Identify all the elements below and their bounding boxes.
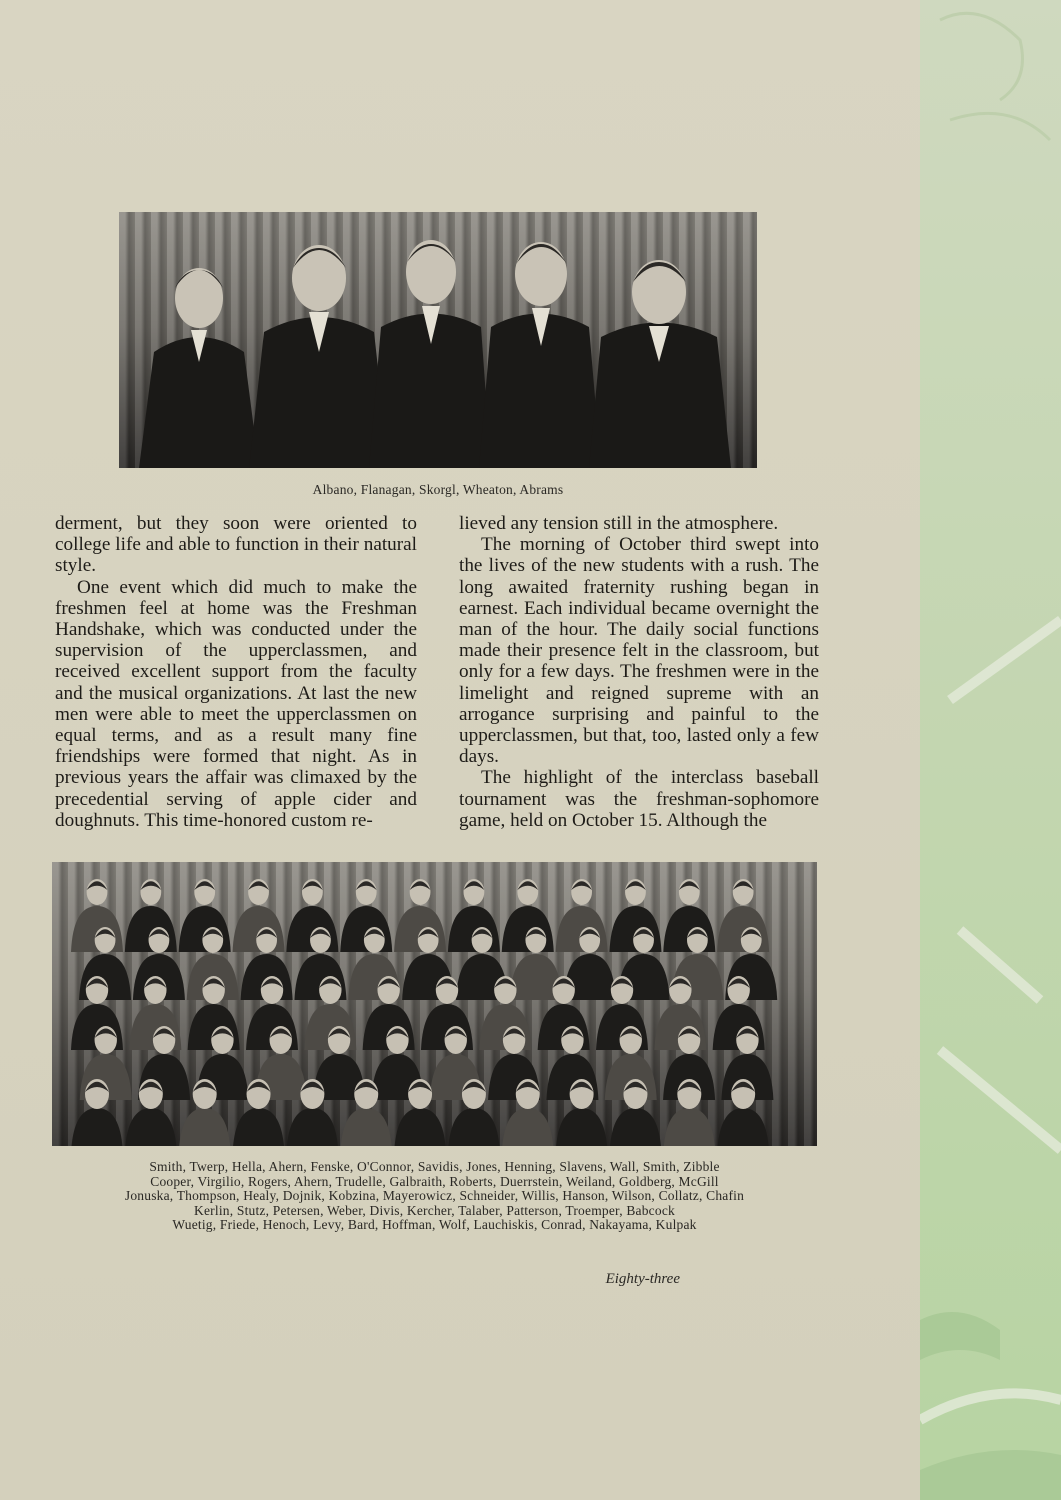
freshman-group-photo — [52, 862, 817, 1146]
caption-line: Kerlin, Stutz, Petersen, Weber, Divis, Kercher, Talaber, Patterson, Troemper, Babcock — [194, 1202, 675, 1218]
caption-line: Wuetig, Friede, Henoch, Levy, Bard, Hoffman, Wolf, Lauchiskis, Conrad, Nakayama, Kulpak — [172, 1217, 697, 1233]
paragraph: lieved any tension still in the atmosphere. — [459, 513, 779, 534]
group-figures — [52, 862, 817, 1146]
figure-body — [125, 1108, 177, 1146]
group-photo-caption — [52, 1160, 817, 1233]
margin-artwork — [920, 0, 1061, 1500]
figure-body — [609, 1108, 661, 1146]
figure-body — [394, 1108, 446, 1146]
portrait-figures — [119, 212, 757, 468]
left-text-column — [55, 513, 417, 831]
figure-body — [340, 1108, 392, 1146]
decorative-margin — [920, 0, 1061, 1500]
top-photo-caption: Albano, Flanagan, Skorgl, Wheaton, Abrams — [312, 482, 564, 497]
figure-body — [502, 1108, 554, 1146]
figure-body — [286, 1108, 338, 1146]
figure-body — [71, 1108, 123, 1146]
paragraph: derment, but they soon were oriented to college life and able to function in their natural style. — [55, 513, 417, 577]
right-text-column — [459, 513, 819, 831]
page-number: Eighty-three — [605, 1271, 680, 1287]
paragraph: The highlight of the interclass baseball tournament was the freshman-sophomore game, held on October 15. Although the — [459, 767, 819, 831]
figure-body — [556, 1108, 608, 1146]
figure-body — [448, 1108, 500, 1146]
group-portrait-five-men — [119, 212, 757, 468]
figure-body — [663, 1108, 715, 1146]
paragraph: The morning of October third swept into the lives of the new students with a rush. The long awaited fraternity rushing began in earnest. Each individual became overnight the man of the hour. The daily social functions made their presence felt in the classroom, but only for a few days. The freshmen were in the limelight and reigned supreme with an arrogance surprising and painful to the upperclassmen, but that, too, lasted only a few days. — [459, 534, 819, 768]
caption-line: Jonuska, Thompson, Healy, Dojnik, Kobzina, Mayerowicz, Schneider, Willis, Hanson, Wilson, Collatz, Chafin — [124, 1188, 745, 1204]
caption-line: Smith, Twerp, Hella, Ahern, Fenske, O'Connor, Savidis, Jones, Henning, Slavens, Wall, Smith, Zibble — [149, 1159, 720, 1174]
caption-line: Cooper, Virgilio, Rogers, Ahern, Trudelle, Galbraith, Roberts, Duerrstein, Weiland, Goldberg, McGill — [150, 1173, 719, 1189]
figure-body — [179, 1108, 231, 1146]
paragraph: One event which did much to make the freshmen feel at home was the Freshman Handshake, which was conducted under the supervision of the upperclassmen, and received excellent support from the faculty and the musical organizations. At last the new men were able to meet the upperclassmen on equal terms, and as a result many fine friendships were formed that night. As in previous years the affair was climaxed by the precedential serving of apple cider and doughnuts. This time-honored custom re- — [55, 576, 417, 831]
figure-body — [233, 1108, 285, 1146]
figure-body — [717, 1108, 769, 1146]
